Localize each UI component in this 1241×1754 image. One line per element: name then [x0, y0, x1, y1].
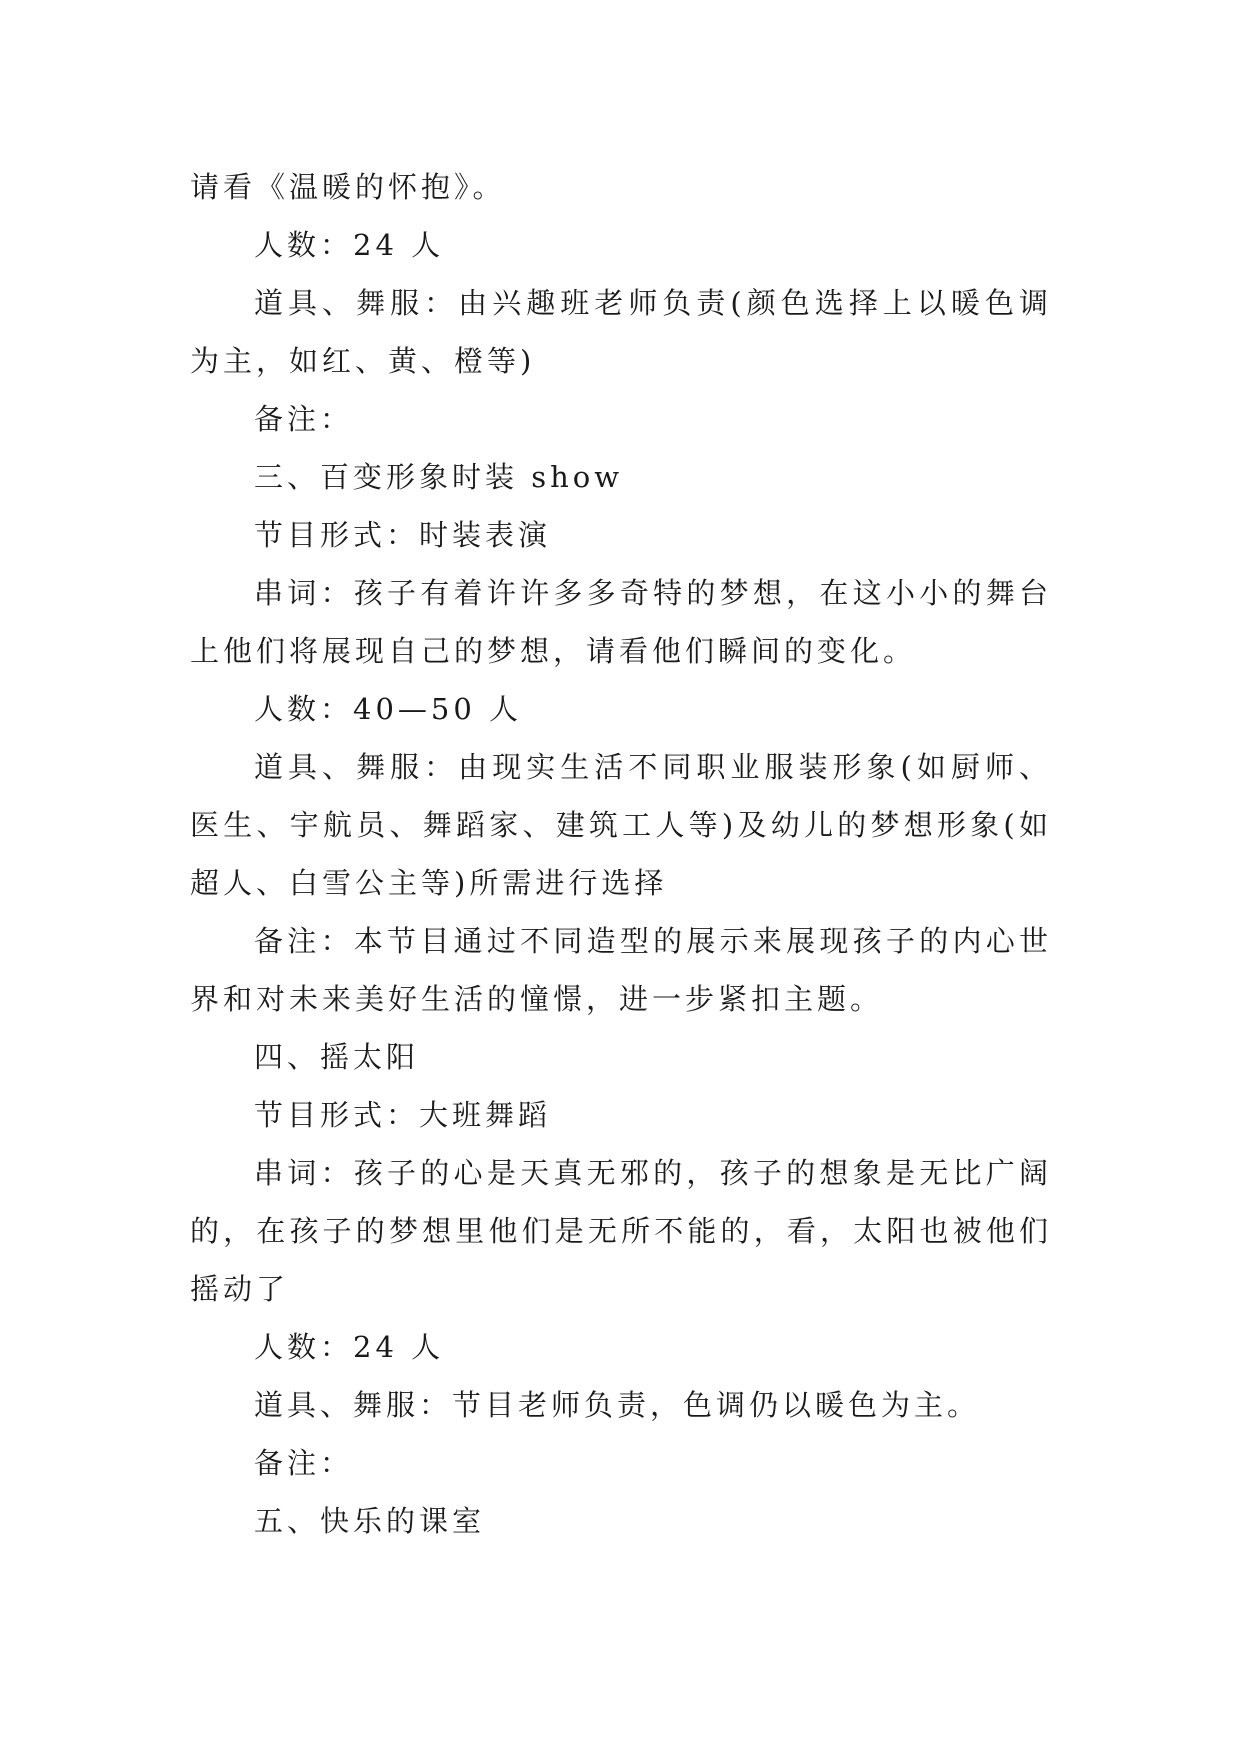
paragraph-headcount-4: 人数：24 人 [254, 1330, 445, 1364]
paragraph-notes-3: 备注：本节目通过不同造型的展示来展现孩子的内心世界和对未来美好生活的憧憬，进一步紧扣主题。 [190, 924, 1052, 1016]
paragraph-props-2: 道具、舞服：由兴趣班老师负责(颜色选择上以暖色调为主，如红、黄、橙等) [190, 286, 1052, 378]
document-body [190, 158, 1052, 1550]
section-heading-4: 四、摇太阳 [254, 1040, 420, 1074]
paragraph-headcount-2: 人数：24 人 [254, 228, 445, 262]
paragraph-format-4: 节目形式：大班舞蹈 [254, 1098, 552, 1132]
paragraph-format-3: 节目形式：时装表演 [254, 518, 552, 552]
paragraph-notes-2: 备注： [254, 402, 354, 436]
paragraph-props-4: 道具、舞服：节目老师负责，色调仍以暖色为主。 [254, 1388, 981, 1422]
paragraph-closing-line: 请看《温暖的怀抱》。 [190, 170, 506, 204]
paragraph-script-3: 串词：孩子有着许许多多奇特的梦想，在这小小的舞台上他们将展现自己的梦想，请看他们瞬间的变化。 [190, 576, 1052, 668]
paragraph-notes-4: 备注： [254, 1446, 354, 1480]
paragraph-headcount-3: 人数：40—50 人 [254, 692, 523, 726]
paragraph-props-3: 道具、舞服：由现实生活不同职业服装形象(如厨师、医生、宇航员、舞蹈家、建筑工人等)及幼儿的梦想形象(如超人、白雪公主等)所需进行选择 [190, 750, 1052, 900]
paragraph-script-4: 串词：孩子的心是天真无邪的，孩子的想象是无比广阔的，在孩子的梦想里他们是无所不能的，看，太阳也被他们摇动了 [190, 1156, 1052, 1306]
section-heading-5: 五、快乐的课室 [254, 1504, 486, 1538]
section-heading-3: 三、百变形象时装 show [254, 460, 624, 494]
